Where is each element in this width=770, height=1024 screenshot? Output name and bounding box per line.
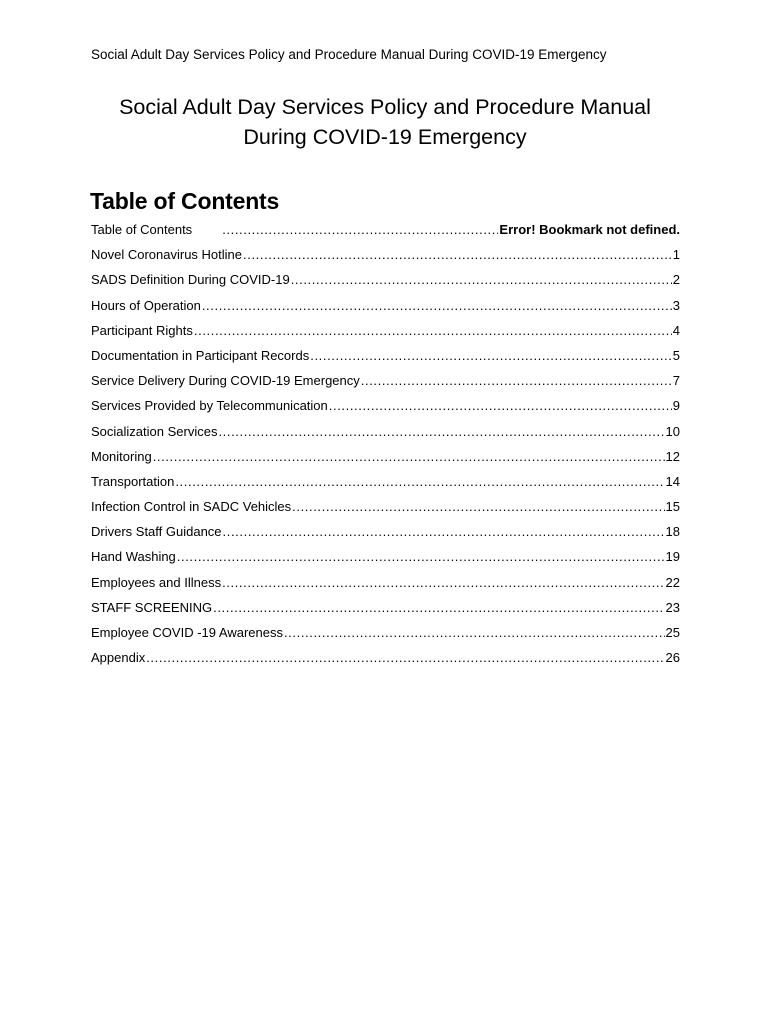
toc-entry[interactable] [91, 549, 680, 574]
toc-entry-label: Documentation in Participant Records [91, 347, 310, 363]
toc-dot-leader [218, 424, 664, 439]
toc-entry-label: Novel Coronavirus Hotline [91, 247, 243, 263]
toc-entry-page-number: 12 [665, 448, 680, 464]
toc-entry-label: Services Provided by Telecommunication [91, 398, 328, 414]
toc-entry[interactable] [91, 449, 680, 474]
toc-list [91, 222, 680, 675]
toc-entry[interactable] [91, 424, 680, 449]
toc-entry-label: Drivers Staff Guidance [91, 524, 222, 540]
toc-entry-label: Participant Rights [91, 322, 193, 338]
toc-entry-page-number: 7 [672, 373, 680, 389]
toc-entry-label: SADS Definition During COVID-19 [91, 272, 290, 288]
toc-entry-page-number: 14 [665, 473, 680, 489]
toc-entry-page-number: 10 [665, 423, 680, 439]
toc-dot-leader [223, 524, 665, 539]
toc-entry-page-number: 18 [665, 524, 680, 540]
toc-entry-label: Hand Washing [91, 549, 176, 565]
toc-entry[interactable] [91, 348, 680, 373]
toc-entry-label: Infection Control in SADC Vehicles [91, 499, 292, 515]
toc-entry-label: STAFF SCREENING [91, 599, 213, 615]
toc-dot-leader [284, 625, 665, 640]
toc-entry-page-number: 26 [665, 650, 680, 666]
document-title-line-1: Social Adult Day Services Policy and Procedure Manual [119, 95, 651, 119]
toc-entry-label: Hours of Operation [91, 297, 201, 313]
toc-dot-leader [222, 222, 498, 237]
toc-entry-page-number: 23 [665, 599, 680, 615]
toc-entry-label: Monitoring [91, 448, 152, 464]
toc-entry-label: Socialization Services [91, 423, 218, 439]
toc-entry-page-number: 5 [672, 347, 680, 363]
toc-entry[interactable] [91, 398, 680, 423]
toc-entry-page-number: 4 [672, 322, 680, 338]
toc-entry[interactable] [91, 272, 680, 297]
toc-entry-page-number: 19 [665, 549, 680, 565]
document-title-line-2: During COVID-19 Emergency [243, 125, 527, 149]
toc-dot-leader [329, 398, 672, 413]
toc-entry[interactable] [91, 474, 680, 499]
toc-dot-leader [194, 323, 672, 338]
toc-dot-leader [175, 474, 664, 489]
toc-entry-label: Table of Contents [91, 222, 193, 237]
toc-entry-page-number: 15 [665, 499, 680, 515]
toc-entry-label: Appendix [91, 650, 146, 666]
toc-dot-leader [146, 650, 664, 665]
toc-entry-page-number: Error! Bookmark not defined. [499, 222, 680, 237]
toc-entry[interactable] [91, 373, 680, 398]
toc-dot-leader [361, 373, 672, 388]
toc-dot-leader [213, 600, 664, 615]
toc-dot-leader [177, 549, 665, 564]
toc-entry[interactable] [91, 600, 680, 625]
toc-dot-leader [202, 298, 672, 313]
toc-entry[interactable] [91, 298, 680, 323]
toc-dot-leader [153, 449, 665, 464]
toc-entry[interactable] [91, 499, 680, 524]
toc-entry-label: Service Delivery During COVID-19 Emergency [91, 373, 360, 389]
toc-entry-page-number: 3 [672, 297, 680, 313]
toc-entry[interactable] [91, 575, 680, 600]
toc-entry-label: Employees and Illness [91, 574, 222, 590]
toc-entry-page-number: 22 [665, 574, 680, 590]
toc-entry[interactable] [91, 323, 680, 348]
toc-entry[interactable] [91, 625, 680, 650]
toc-entry-page-number: 2 [672, 272, 680, 288]
toc-entry-label: Employee COVID -19 Awareness [91, 625, 283, 640]
running-header: Social Adult Day Services Policy and Procedure Manual During COVID-19 Emergency [91, 47, 607, 62]
toc-entry-page-number: 9 [672, 398, 680, 414]
toc-dot-leader [243, 247, 672, 262]
toc-entry[interactable] [91, 650, 680, 675]
toc-entry[interactable] [91, 222, 680, 247]
toc-dot-leader [222, 575, 664, 590]
toc-entry-page-number: 1 [672, 247, 680, 263]
toc-entry-page-number: 25 [665, 625, 680, 640]
toc-dot-leader [291, 272, 672, 287]
toc-heading: Table of Contents [90, 188, 280, 214]
toc-dot-leader [292, 499, 664, 514]
toc-entry-label: Transportation [91, 473, 175, 489]
toc-entry[interactable] [91, 524, 680, 549]
document-title [60, 92, 710, 152]
toc-entry[interactable] [91, 247, 680, 272]
toc-dot-leader [310, 348, 672, 363]
